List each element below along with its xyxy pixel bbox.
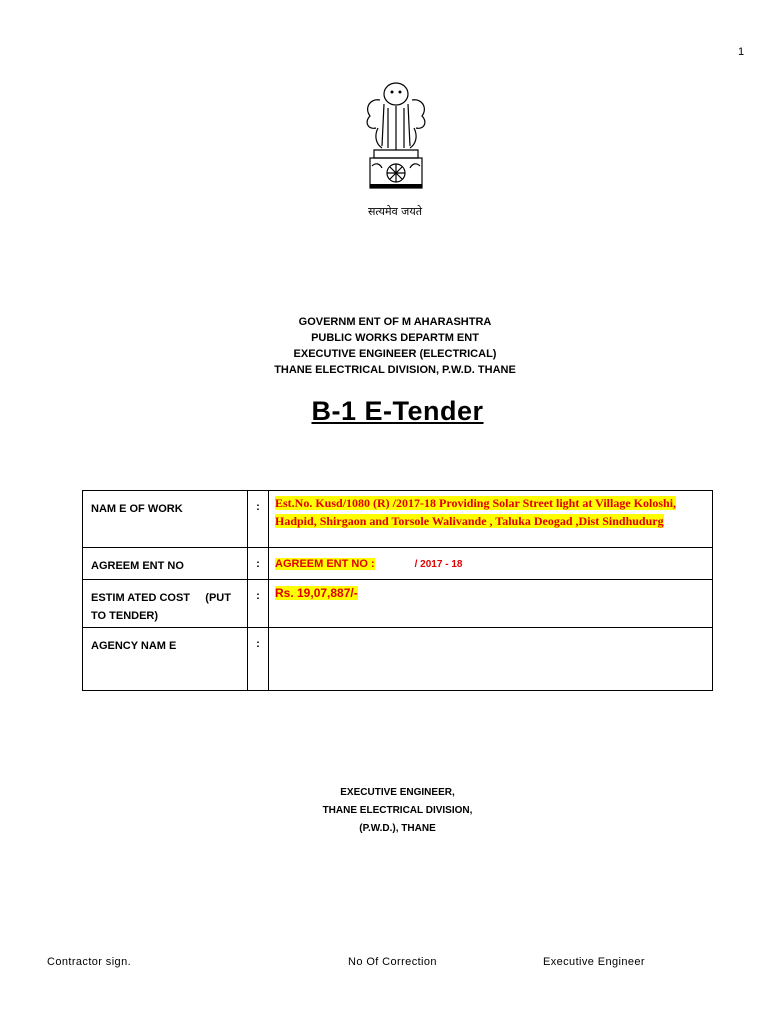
office-header [200, 314, 590, 378]
agreement-year: / 2017 - 18 [414, 559, 463, 570]
signature-line: (P.W.D.), THANE [359, 823, 436, 834]
page-title: B-1 E-Tender [311, 396, 484, 426]
tender-info-table [82, 490, 713, 691]
cost-label-line-2: TO TENDER) [91, 610, 159, 622]
header-line: PUBLIC WORKS DEPARTM ENT [311, 332, 479, 344]
header-line: GOVERNM ENT OF M AHARASHTRA [298, 316, 492, 328]
no-of-correction: No Of Correction [348, 956, 437, 968]
executive-engineer-sign: Executive Engineer [543, 956, 645, 968]
table-row [83, 548, 713, 580]
row-label [83, 580, 248, 628]
header-line: EXECUTIVE ENGINEER (ELECTRICAL) [293, 348, 497, 360]
estimated-cost-amount: Rs. 19,07,887/- [275, 586, 358, 600]
table-row [83, 628, 713, 691]
signature-line: EXECUTIVE ENGINEER, [340, 787, 455, 798]
name-of-work-value [269, 491, 713, 548]
agreement-no-value [269, 548, 713, 580]
agency-name-value [269, 628, 713, 691]
row-colon: : [248, 580, 269, 628]
contractor-sign: Contractor sign. [47, 956, 132, 968]
row-colon: : [248, 491, 269, 548]
row-colon: : [248, 548, 269, 580]
table-row [83, 491, 713, 548]
work-line-2: Hadpid, Shirgaon and Torsole Walivande , Taluka Deogad ,Dist Sindhudurg [275, 514, 664, 528]
cost-label-line-1: ESTIM ATED COST (PUT [91, 592, 231, 604]
table-row [83, 580, 713, 628]
estimated-cost-value [269, 580, 713, 628]
header-line: THANE ELECTRICAL DIVISION, P.W.D. THANE [274, 364, 516, 376]
row-label: AGENCY NAM E [83, 628, 248, 691]
page-number: 1 [738, 46, 745, 58]
row-colon: : [248, 628, 269, 691]
work-line-1: Est.No. Kusd/1080 (R) /2017-18 Providing Solar Street light at Village Koloshi, [275, 496, 677, 510]
signature-block [300, 784, 495, 838]
emblem-motto: सत्यमेव जयते [367, 205, 422, 218]
national-emblem-icon [358, 78, 434, 198]
row-label: NAM E OF WORK [83, 491, 248, 548]
agreement-no-label: AGREEM ENT NO : [275, 558, 375, 570]
row-label: AGREEM ENT NO [83, 548, 248, 580]
signature-line: THANE ELECTRICAL DIVISION, [322, 805, 473, 816]
